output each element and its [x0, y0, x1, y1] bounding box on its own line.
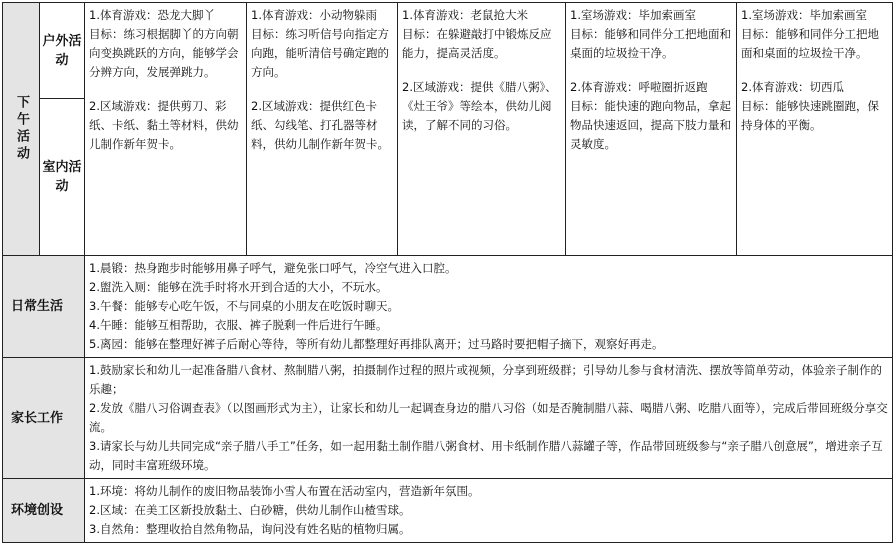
- environment-label: 环境创设: [3, 479, 85, 543]
- day-4-activities: [566, 3, 737, 256]
- day-3-outdoor-game: 1.体育游戏：老鼠抢大米: [402, 8, 528, 22]
- environment-content: [85, 479, 893, 543]
- daily-life-label: 日常生活: [3, 256, 85, 358]
- day-4-goal-2: 目标：能快速的跑向物品，拿起物品快速返回，提高下肢力量和灵敏度。: [570, 99, 731, 151]
- day-1-outdoor-game: 1.体育游戏：恐龙大脚丫: [89, 8, 215, 22]
- day-5-goal-1: 目标：能够和同伴分工把地面和桌面的垃圾捡干净。: [741, 27, 879, 60]
- day-2-outdoor-game: 1.体育游戏：小动物躲雨: [251, 8, 377, 22]
- day-5-game-2: 2.体育游戏：切西瓜: [741, 80, 844, 94]
- parent-work-item: 2.发放《腊八习俗调查表》（以图画形式为主），让家长和幼儿一起调查身边的腊八习俗（如是否腌制腊八蒜、喝腊八粥、吃腊八面等），完成后带回班级分享交流。: [89, 401, 888, 434]
- daily-life-item: 2.盥洗入厕：能够在洗手时将水开到合适的大小，不玩水。: [89, 280, 388, 294]
- day-5-game-1: 1.室场游戏：毕加索画室: [741, 8, 867, 22]
- daily-life-item: 3.午餐：能够专心吃午饭，不与同桌的小朋友在吃饭时聊天。: [89, 299, 399, 313]
- day-1-area-game: 2.区域游戏：提供剪刀、彩纸、卡纸、黏土等材料，供幼儿制作新年贺卡。: [89, 99, 239, 151]
- day-1-outdoor-goal: 目标：练习根据脚丫的方向朝向变换跳跃的方向，能够学会分辨方向，发展弹跳力。: [89, 27, 239, 79]
- afternoon-activities-label: 下午活动: [3, 3, 40, 256]
- day-2-outdoor-goal: 目标：练习听信号向指定方向跑，能听清信号确定跑的方向。: [251, 27, 389, 79]
- day-3-activities: [398, 3, 566, 256]
- outdoor-activities-label: 户外活动: [40, 3, 85, 99]
- day-4-goal-1: 目标：能够和同伴分工把地面和桌面的垃圾捡干净。: [570, 27, 731, 60]
- day-5-activities: [737, 3, 893, 256]
- day-3-area-game: 2.区域游戏：提供《腊八粥》、《灶王爷》等绘本，供幼儿阅读，了解不同的习俗。: [402, 80, 557, 132]
- daily-life-content: [85, 256, 893, 358]
- daily-life-item: 1.晨锻：热身跑步时能够用鼻子呼气，避免张口呼气，冷空气进入口腔。: [89, 261, 457, 275]
- day-1-activities: [85, 3, 247, 256]
- day-4-game-2: 2.体育游戏：呼啦圈折返跑: [570, 80, 708, 94]
- daily-life-item: 5.离园：能够在整理好裤子后耐心等待，等所有幼儿都整理好再排队离开；过马路时要把帽子摘下，观察好再走。: [89, 337, 664, 351]
- day-4-game-1: 1.室场游戏：毕加索画室: [570, 8, 696, 22]
- parent-work-item: 1.鼓励家长和幼儿一起准备腊八食材、熬制腊八粥，拍摄制作过程的照片或视频，分享到班级群；引导幼儿参与食材清洗、摆放等简单劳动，体验亲子制作的乐趣；: [89, 363, 882, 396]
- environment-item: 3.自然角：整理收拾自然角物品，询问没有姓名贴的植物归属。: [89, 522, 411, 536]
- day-5-goal-2: 目标：能够快速跳圈跑，保持身体的平衡。: [741, 99, 879, 132]
- parent-work-item: 3.请家长与幼儿共同完成“亲子腊八手工”任务，如一起用黏土制作腊八粥食材、用卡纸制作腊八蒜罐子等，作品带回班级参与“亲子腊八创意展”，增进亲子互动，同时丰富班级环境。: [89, 439, 883, 472]
- parent-work-content: [85, 358, 893, 479]
- parent-work-label: 家长工作: [3, 358, 85, 479]
- indoor-activities-label: 室内活动: [40, 99, 85, 256]
- day-2-area-game: 2.区域游戏：提供红色卡纸、勾线笔、打孔器等材料，供幼儿制作新年贺卡。: [251, 99, 389, 151]
- weekly-plan-table: [2, 2, 893, 543]
- day-3-outdoor-goal: 目标：在躲避敲打中锻炼反应能力，提高灵活度。: [402, 27, 552, 60]
- environment-item: 1.环境：将幼儿制作的废旧物品装饰小雪人布置在活动室内，营造新年氛围。: [89, 484, 480, 498]
- environment-item: 2.区域：在美工区新投放黏土、白砂糖，供幼儿制作山楂雪球。: [89, 503, 411, 517]
- day-2-activities: [247, 3, 398, 256]
- daily-life-item: 4.午睡：能够互相帮助，衣服、裤子脱剩一件后进行午睡。: [89, 318, 388, 332]
